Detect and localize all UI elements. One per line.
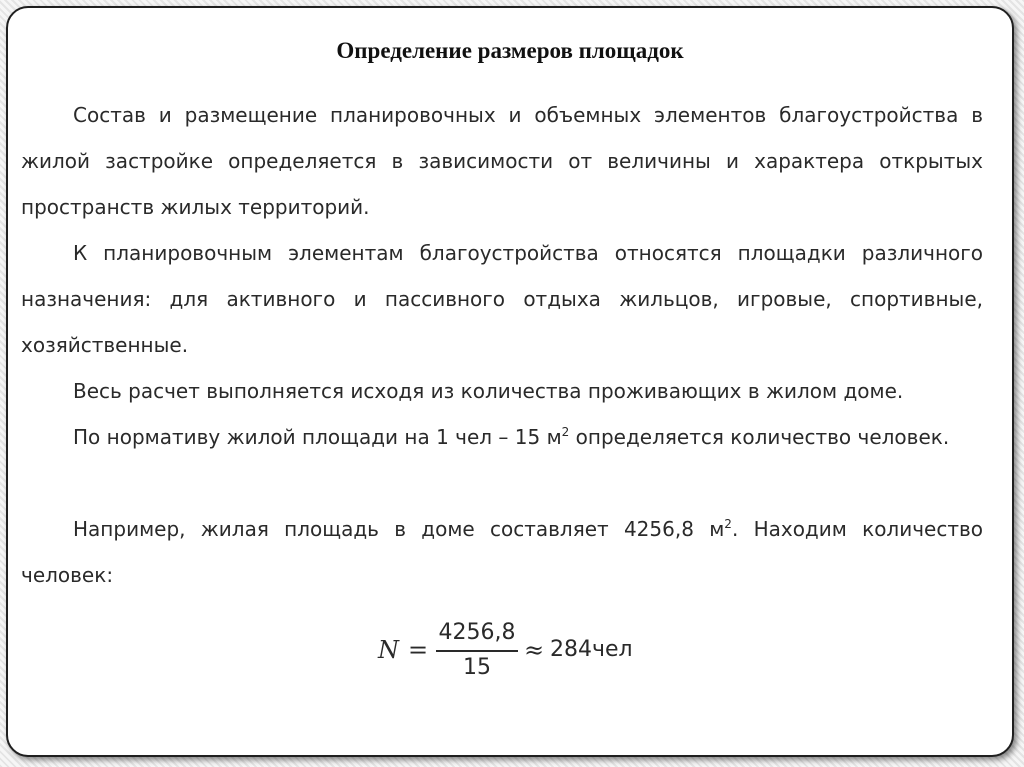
slide — [6, 6, 1014, 757]
formula-variable: N — [378, 636, 399, 664]
superscript: 2 — [724, 517, 732, 531]
paragraph-text: определяется количество человек. — [569, 425, 950, 449]
fraction-bar — [436, 650, 518, 652]
formula-approx: ≈ — [524, 636, 545, 664]
paragraph-planning-elements — [21, 230, 983, 368]
formula-result: 284чел — [550, 637, 633, 662]
paragraph-calculation — [21, 368, 983, 414]
paragraph-composition — [21, 92, 983, 230]
formula-equals: = — [408, 636, 429, 664]
paragraph-text: По нормативу жилой площади на 1 чел – 15 м — [73, 425, 562, 449]
formula-denominator: 15 — [463, 655, 491, 680]
slide-title: Определение размеров площадок — [336, 38, 684, 63]
paragraph-text: . Находим количество человек: — [21, 517, 984, 587]
paragraph-text: Весь расчет выполняется исходя из количества проживающих в жилом доме. — [73, 379, 904, 403]
formula-numerator: 4256,8 — [438, 620, 516, 645]
paragraph-example — [21, 506, 983, 598]
superscript: 2 — [561, 425, 570, 439]
paragraph-text: К планировочным элементам благоустройства относятся площадки различного назначения: для активного и пассивного отдыха жильцов, игровые, спортивные, хозяйственные. — [21, 241, 983, 357]
paragraph-text: Например, жилая площадь в доме составляет 4256,8 м — [73, 517, 725, 541]
paragraph-norm — [21, 414, 983, 460]
formula-fraction — [436, 618, 518, 682]
paragraph-text: Состав и размещение планировочных и объемных элементов благоустройства в жилой застройке определяется в зависимости от величины и характера открытых пространств жилых территорий. — [21, 103, 983, 219]
